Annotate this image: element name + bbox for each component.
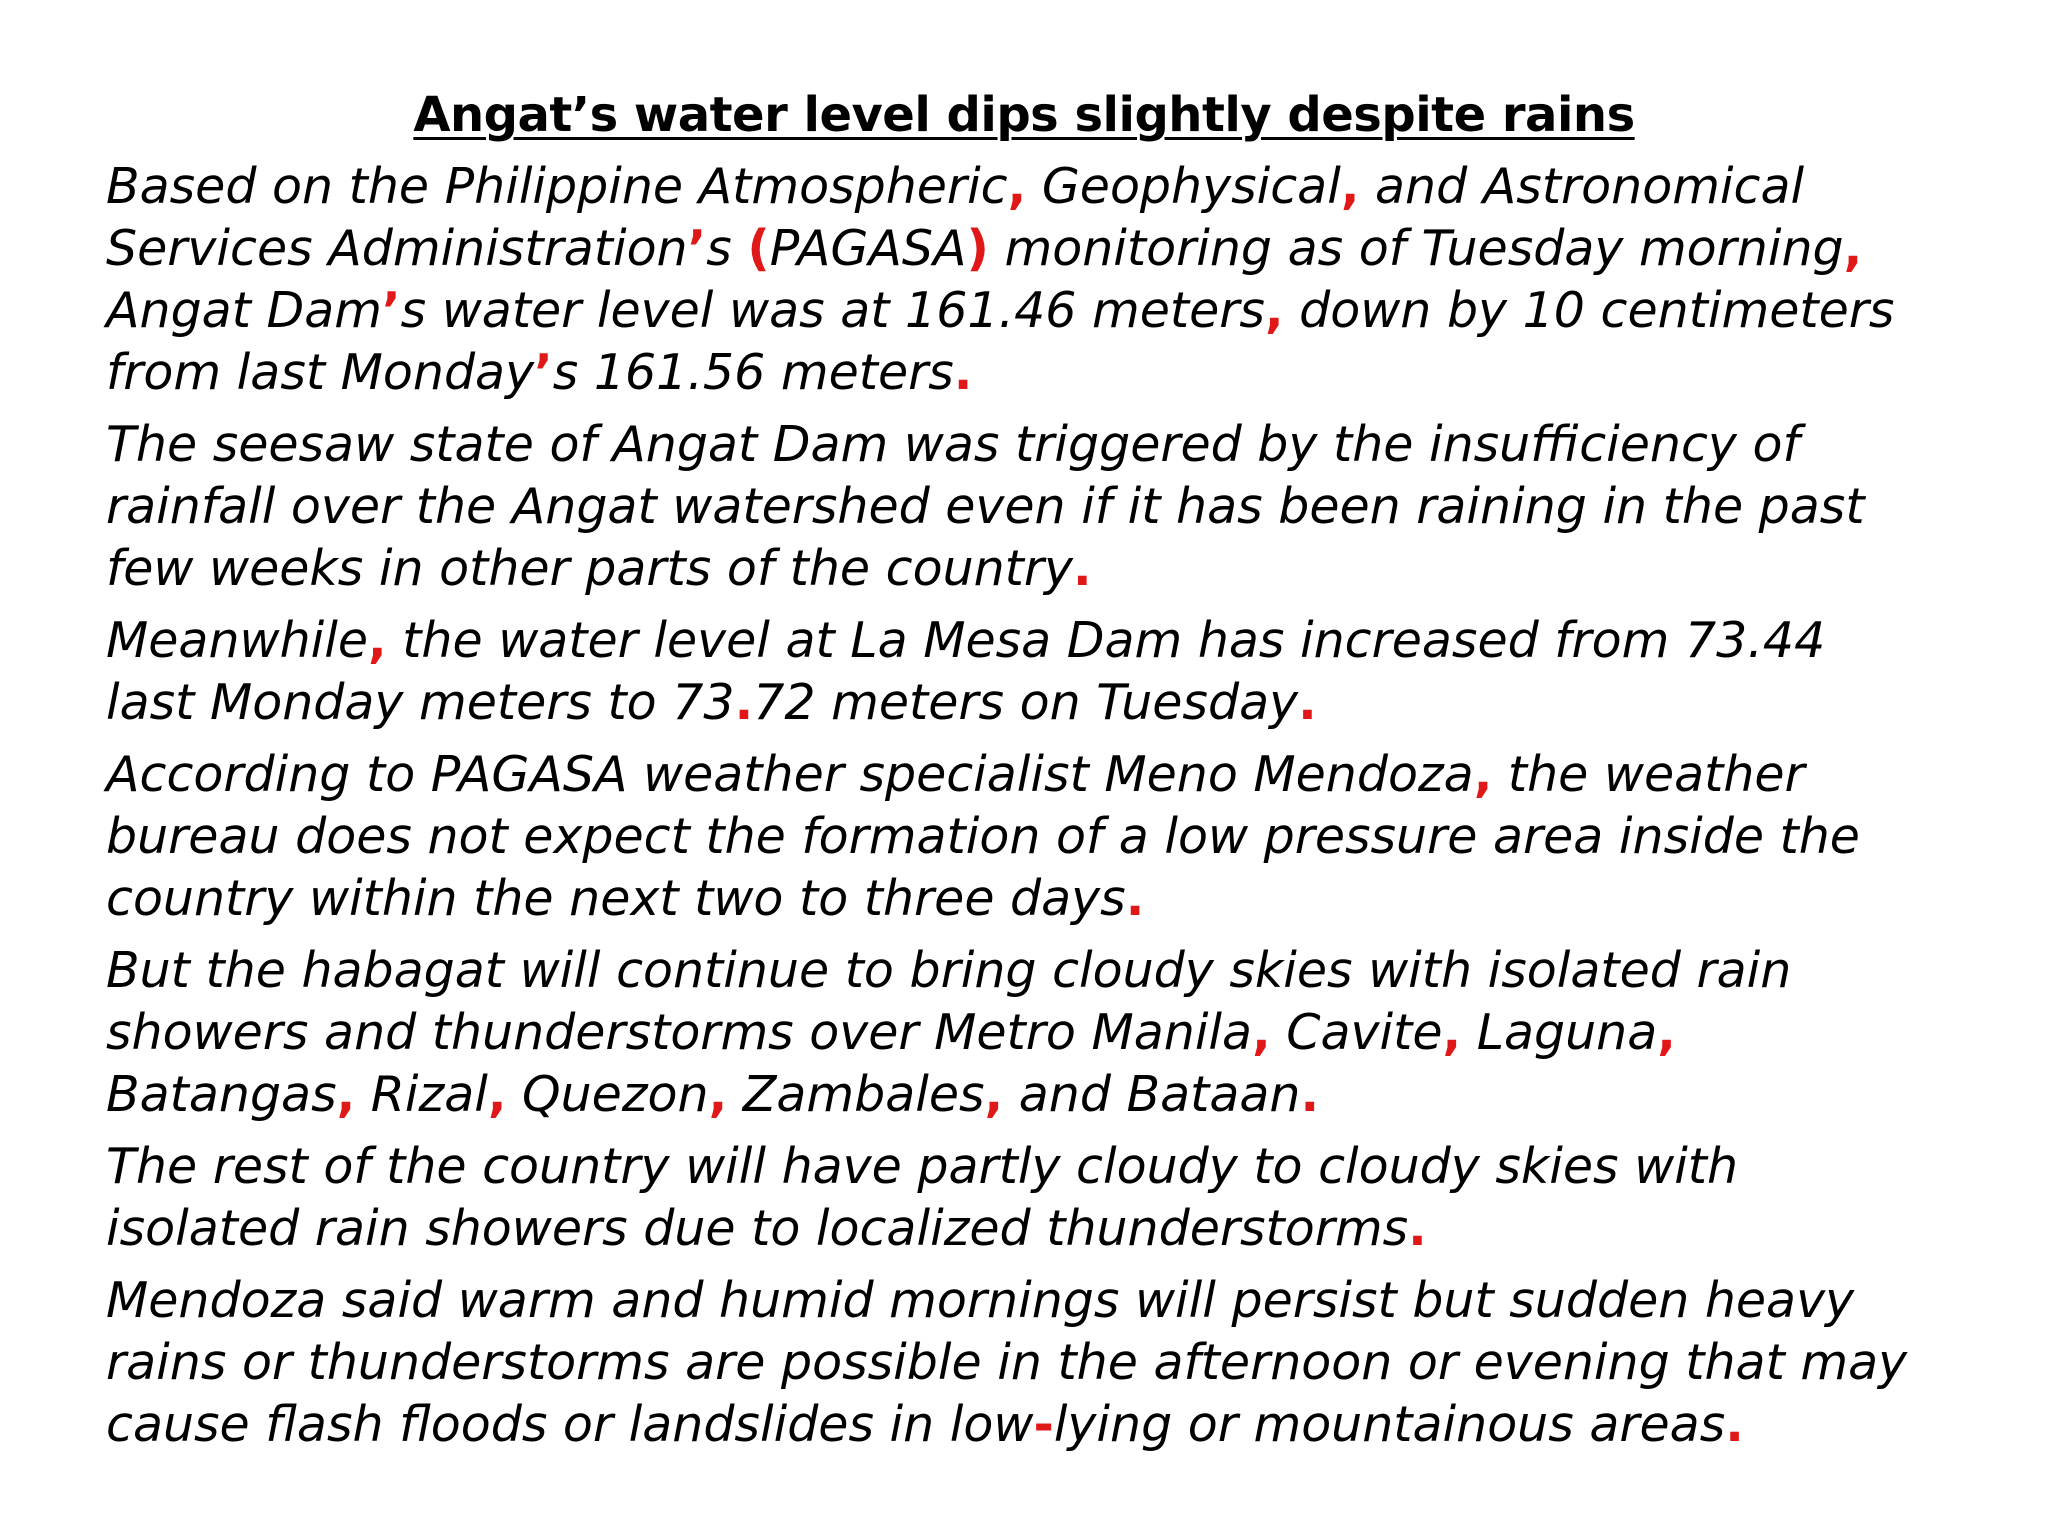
paragraph-line (106, 744, 2006, 806)
text-run: showers and thunderstorms over Metro Manila (106, 1004, 1253, 1061)
paragraph-line (106, 1136, 2006, 1198)
paragraph-line (106, 806, 2006, 868)
highlighted-punctuation: , (1473, 746, 1493, 803)
text-run: Rizal (355, 1066, 488, 1123)
text-run: Meanwhile (106, 612, 369, 669)
text-run: s water level was at 161.46 meters (400, 282, 1265, 339)
paragraph-line (106, 1332, 2006, 1394)
text-run: s (706, 220, 748, 277)
highlighted-punctuation: , (487, 1066, 507, 1123)
paragraph-line (106, 1064, 2006, 1126)
text-run: But the habagat will continue to bring cloudy skies with isolated rain (106, 942, 1792, 999)
highlighted-punctuation: , (368, 612, 387, 669)
paragraph-line (106, 940, 2006, 1002)
text-run: lying or mountainous areas (1053, 1396, 1726, 1453)
text-run: PAGASA (769, 220, 967, 277)
paragraph-line (106, 1270, 2006, 1332)
highlighted-punctuation: , (336, 1066, 356, 1123)
text-run: Cavite (1270, 1004, 1443, 1061)
paragraph-line (106, 538, 2006, 600)
text-run: 72 meters on Tuesday (753, 674, 1299, 731)
text-run: Based on the Philippine Atmospheric (106, 158, 1008, 215)
article-paragraph (106, 940, 2006, 1126)
text-run: isolated rain showers due to localized thunderstorms (106, 1200, 1409, 1257)
article-paragraph (106, 414, 2006, 600)
text-run: and Bataan (1003, 1066, 1301, 1123)
highlighted-punctuation: . (1408, 1200, 1427, 1257)
highlighted-punctuation: , (984, 1066, 1004, 1123)
highlighted-punctuation: . (734, 674, 754, 731)
highlighted-punctuation: . (1300, 1066, 1320, 1123)
text-run: The rest of the country will have partly cloudy to cloudy skies with (106, 1138, 1739, 1195)
text-run: Batangas (106, 1066, 337, 1123)
article-paragraph (106, 1136, 2006, 1260)
highlighted-punctuation: , (1252, 1004, 1271, 1061)
paragraph-line (106, 1394, 2006, 1456)
text-run: and Astronomical (1359, 158, 1805, 215)
text-run: According to PAGASA weather specialist Meno Mendoza (106, 746, 1474, 803)
text-run: Mendoza said warm and humid mornings will persist but sudden heavy (106, 1272, 1855, 1329)
highlighted-punctuation: ( (747, 220, 770, 277)
text-run: country within the next two to three days (106, 870, 1126, 927)
paragraph-line (106, 218, 2006, 280)
highlighted-punctuation: . (1725, 1396, 1744, 1453)
text-run: the weather (1492, 746, 1805, 803)
highlighted-punctuation: ’ (534, 344, 553, 401)
paragraph-line (106, 156, 2006, 218)
paragraph-line (106, 868, 2006, 930)
text-run: bureau does not expect the formation of a low pressure area inside the (106, 808, 1860, 865)
text-run: Quezon (506, 1066, 709, 1123)
paragraph-line (106, 610, 2006, 672)
highlighted-punctuation: , (1007, 158, 1027, 215)
text-run: Angat Dam (106, 282, 382, 339)
highlighted-punctuation: . (953, 344, 973, 401)
highlighted-punctuation: , (1264, 282, 1284, 339)
highlighted-punctuation: , (708, 1066, 728, 1123)
text-run: rains or thunderstorms are possible in the afternoon or evening that may (106, 1334, 1908, 1391)
article-paragraph (106, 610, 2006, 734)
paragraph-line (106, 672, 2006, 734)
text-run: cause flash floods or landslides in low (106, 1396, 1034, 1453)
paragraph-line (106, 476, 2006, 538)
highlighted-punctuation: - (1033, 1396, 1054, 1453)
text-run: The seesaw state of Angat Dam was triggered by the insufficiency of (106, 416, 1800, 473)
article-paragraph (106, 156, 2006, 404)
highlighted-punctuation: ) (966, 220, 989, 277)
highlighted-punctuation: , (1843, 220, 1863, 277)
text-run: from last Monday (106, 344, 535, 401)
highlighted-punctuation: ’ (687, 220, 707, 277)
highlighted-punctuation: . (1125, 870, 1145, 927)
paragraph-line (106, 342, 2006, 404)
text-run: Services Administration (106, 220, 688, 277)
paragraph-line (106, 280, 2006, 342)
text-run: s 161.56 meters (552, 344, 954, 401)
article-title: Angat’s water level dips slightly despite rains (413, 87, 1635, 143)
text-run: the water level at La Mesa Dam has increased from 73.44 (386, 612, 1826, 669)
paragraph-line (106, 1198, 2006, 1260)
article-body (106, 156, 2006, 1466)
highlighted-punctuation: , (1340, 158, 1360, 215)
text-run: down by 10 centimeters (1283, 282, 1895, 339)
paragraph-line (106, 1002, 2006, 1064)
text-run: Geophysical (1026, 158, 1341, 215)
highlighted-punctuation: . (1298, 674, 1317, 731)
highlighted-punctuation: ’ (381, 282, 401, 339)
paragraph-line (106, 414, 2006, 476)
highlighted-punctuation: , (1657, 1004, 1676, 1061)
article-paragraph (106, 744, 2006, 930)
text-run: Laguna (1461, 1004, 1658, 1061)
highlighted-punctuation: . (1073, 540, 1092, 597)
text-run: Zambales (727, 1066, 985, 1123)
text-run: rainfall over the Angat watershed even if it has been raining in the past (106, 478, 1865, 535)
article-paragraph (106, 1270, 2006, 1456)
text-run: few weeks in other parts of the country (106, 540, 1074, 597)
text-run: last Monday meters to 73 (106, 674, 735, 731)
text-run: monitoring as of Tuesday morning (988, 220, 1844, 277)
highlighted-punctuation: , (1442, 1004, 1462, 1061)
